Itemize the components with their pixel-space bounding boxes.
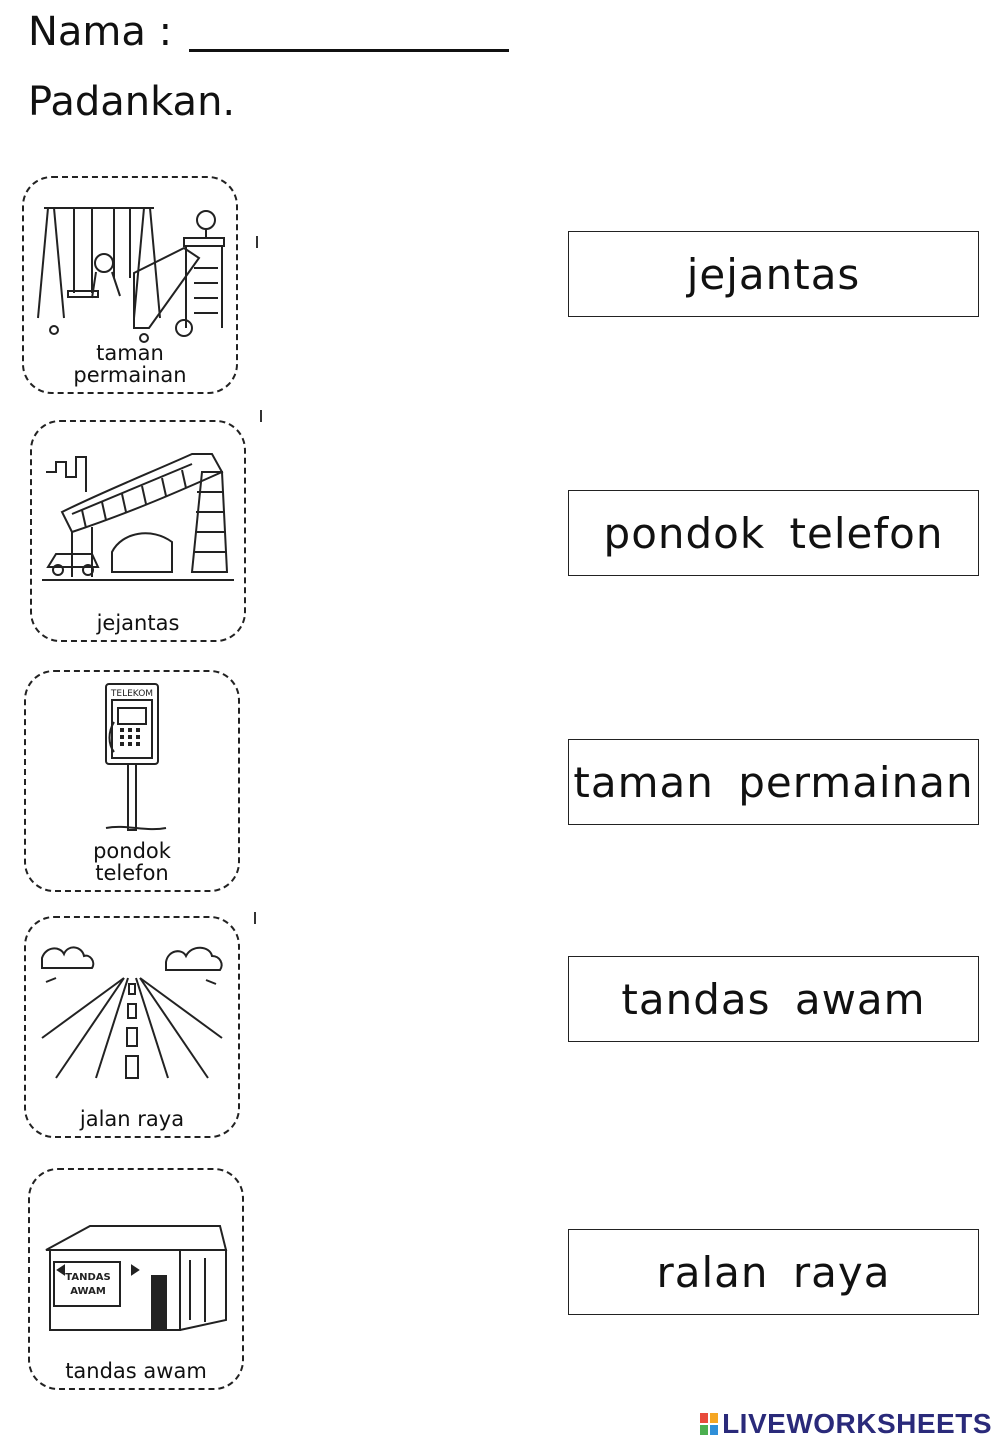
name-field-row	[28, 9, 509, 55]
word-box-2[interactable]: pondok telefon	[568, 490, 979, 576]
picture-card-playground	[22, 176, 238, 394]
word-box-1[interactable]: jejantas	[568, 231, 979, 317]
liveworksheets-logo	[700, 1408, 992, 1440]
match-dot[interactable]	[256, 236, 258, 248]
road-icon	[36, 928, 228, 1088]
picture-card-overhead-bridge	[30, 420, 246, 642]
card-label: jalan raya	[79, 1107, 185, 1131]
public-toilet-icon	[40, 1180, 232, 1340]
match-dot[interactable]	[260, 410, 262, 422]
name-blank-line[interactable]	[189, 13, 509, 52]
instruction-text: Padankan.	[28, 79, 236, 125]
logo-blocks-icon	[700, 1413, 718, 1435]
card-label: taman permainan	[73, 341, 187, 387]
toilet-sign-line1: TANDAS	[65, 1272, 111, 1283]
word-box-3[interactable]: taman permainan	[568, 739, 979, 825]
playground-icon	[34, 188, 226, 348]
card-label: pondok telefon	[93, 839, 171, 885]
card-label: jejantas	[96, 611, 180, 635]
toilet-sign-line2: AWAM	[70, 1286, 106, 1297]
phone-booth-icon	[36, 682, 228, 842]
name-label: Nama :	[28, 9, 173, 55]
overhead-bridge-icon	[42, 432, 234, 592]
telekom-sign: TELEKOM	[110, 689, 154, 699]
word-box-4[interactable]: tandas awam	[568, 956, 979, 1042]
word-box-5[interactable]: ralan raya	[568, 1229, 979, 1315]
match-dot[interactable]	[254, 912, 256, 924]
brand-name: LIVEWORKSHEETS	[722, 1408, 992, 1439]
picture-card-road	[24, 916, 240, 1138]
picture-card-phone-booth	[24, 670, 240, 892]
card-label: tandas awam	[65, 1359, 207, 1383]
picture-card-public-toilet	[28, 1168, 244, 1390]
